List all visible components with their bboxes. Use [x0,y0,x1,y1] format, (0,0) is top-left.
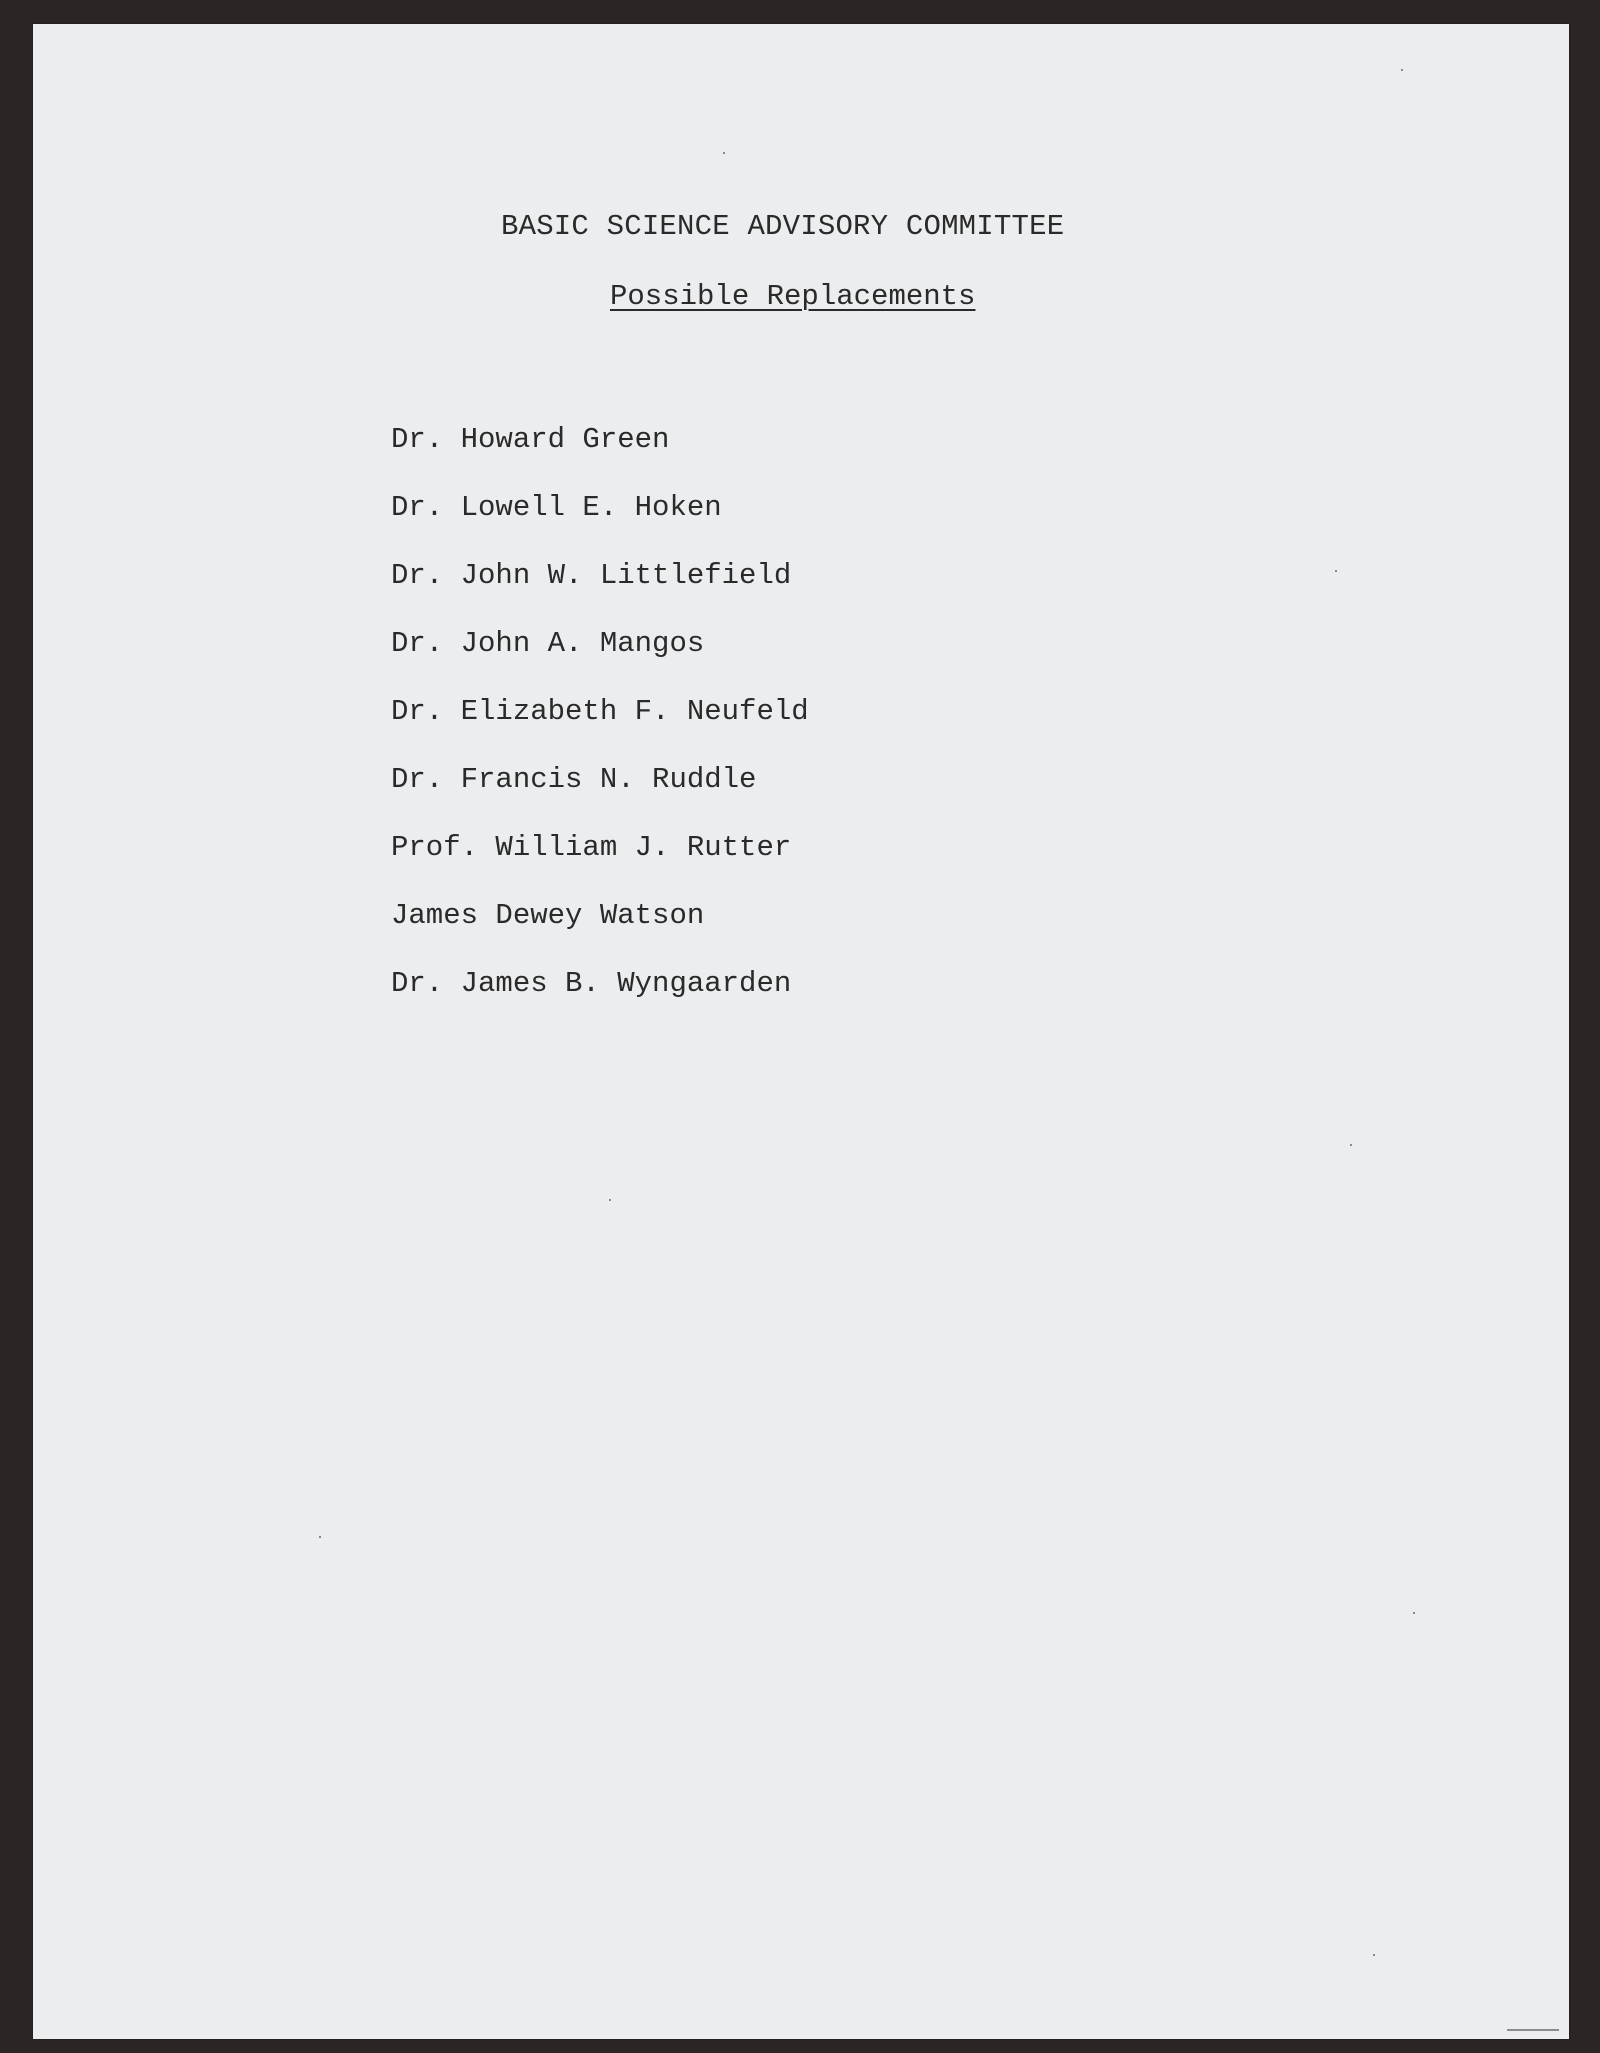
paper-speck [319,1536,321,1538]
list-item: Dr. James B. Wyngaarden [391,967,792,1000]
list-item: Dr. Howard Green [391,423,670,456]
paper-speck [609,1199,611,1201]
document-subtitle: Possible Replacements [610,280,976,313]
list-item: Dr. John A. Mangos [391,627,705,660]
paper-speck [1401,69,1403,71]
paper-speck [1373,1954,1375,1956]
name-list [391,420,809,1032]
list-item: Dr. Elizabeth F. Neufeld [391,695,809,728]
list-item: Dr. John W. Littlefield [391,559,792,592]
document-title: BASIC SCIENCE ADVISORY COMMITTEE [501,210,1065,243]
list-item: James Dewey Watson [391,899,705,932]
paper-speck [723,152,725,154]
edge-mark [1507,2029,1559,2031]
list-item: Dr. Lowell E. Hoken [391,491,722,524]
paper-speck [1413,1612,1415,1614]
paper-speck [1350,1144,1352,1146]
list-item: Prof. William J. Rutter [391,831,792,864]
document-page [33,24,1569,2039]
paper-speck [1335,570,1337,572]
list-item: Dr. Francis N. Ruddle [391,763,757,796]
